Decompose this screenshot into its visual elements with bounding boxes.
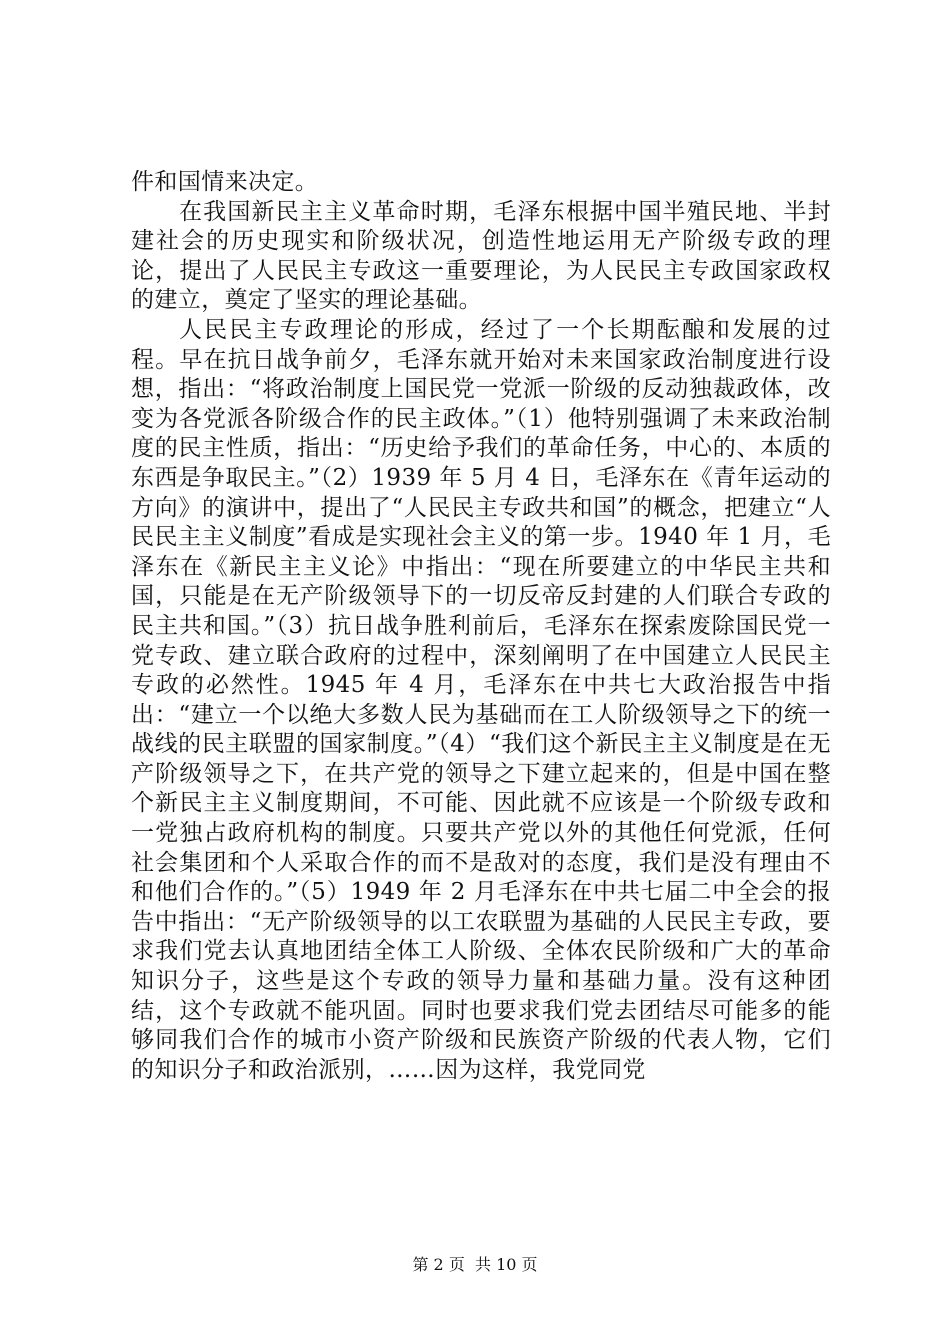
paragraph-theory-formation: 人民民主专政理论的形成，经过了一个长期酝酿和发展的过程。早在抗日战争前夕，毛泽东就开始对未来国家政治制度进行设想，指出：“将政治制度上国民党一党派一阶级的反动独裁政体，改变为各党派各阶级合作的民主政体。”（1）他特别强调了未来政治制度的民主性质，指出：“历史给予我们的革命任务，中心的、本质的东西是争取民主。”（2）1939 年 5 月 4 日，毛泽东在《青年运动的方向》的演讲中，提出了“人民民主专政共和国”的概念，把建立“人民民主主义制度”看成是实现社会主义的第一步。1940 年 1 月，毛泽东在《新民主主义论》中指出：“现在所要建立的中华民主共和国，只能是在无产阶级领导下的一切反帝反封建的人们联合专政的民主共和国。”（3）抗日战争胜利前后，毛泽东在探索废除国民党一党专政、建立联合政府的过程中，深刻阐明了在中国建立人民民主专政的必然性。1945 年 4 月，毛泽东在中共七大政治报告中指出：“建立一个以绝大多数人民为基础而在工人阶级领导之下的统一战线的民主联盟的国家制度。”（4）“我们这个新民主主义制度是在无产阶级领导之下，在共产党的领导之下建立起来的，但是中国在整个新民主主义制度期间，不可能、因此就不应该是一个阶级专政和一党独占政府机构的制度。只要共产党以外的其他任何党派，任何社会集团和个人采取合作的而不是敌对的态度，我们是没有理由不和他们合作的。”（5）1949 年 2 月毛泽东在中共七届二中全会的报告中指出：“无产阶级领导的以工农联盟为基础的人民民主专政，要求我们党去认真地团结全体工人阶级、全体农民阶级和广大的革命知识分子，这些是这个专政的领导力量和基础力量。没有这种团结，这个专政就不能巩固。同时也要求我们党去团结尽可能多的能够同我们合作的城市小资产阶级和民族资产阶级的代表人物，它们的知识分子和政治派别，……因为这样，我党同党 [131,316,831,1083]
paragraph-continuation: 件和国情来决定。 [131,169,319,195]
paragraph-revolution-period: 在我国新民主主义革命时期，毛泽东根据中国半殖民地、半封建社会的历史现实和阶级状况，创造性地运用无产阶级专政的理论，提出了人民民主专政这一重要理论，为人民民主专政国家政权的建立，奠定了坚实的理论基础。 [131,198,831,314]
page-number-footer: 第 2 页 共 10 页 [412,1255,538,1274]
body-text [131,168,831,1085]
